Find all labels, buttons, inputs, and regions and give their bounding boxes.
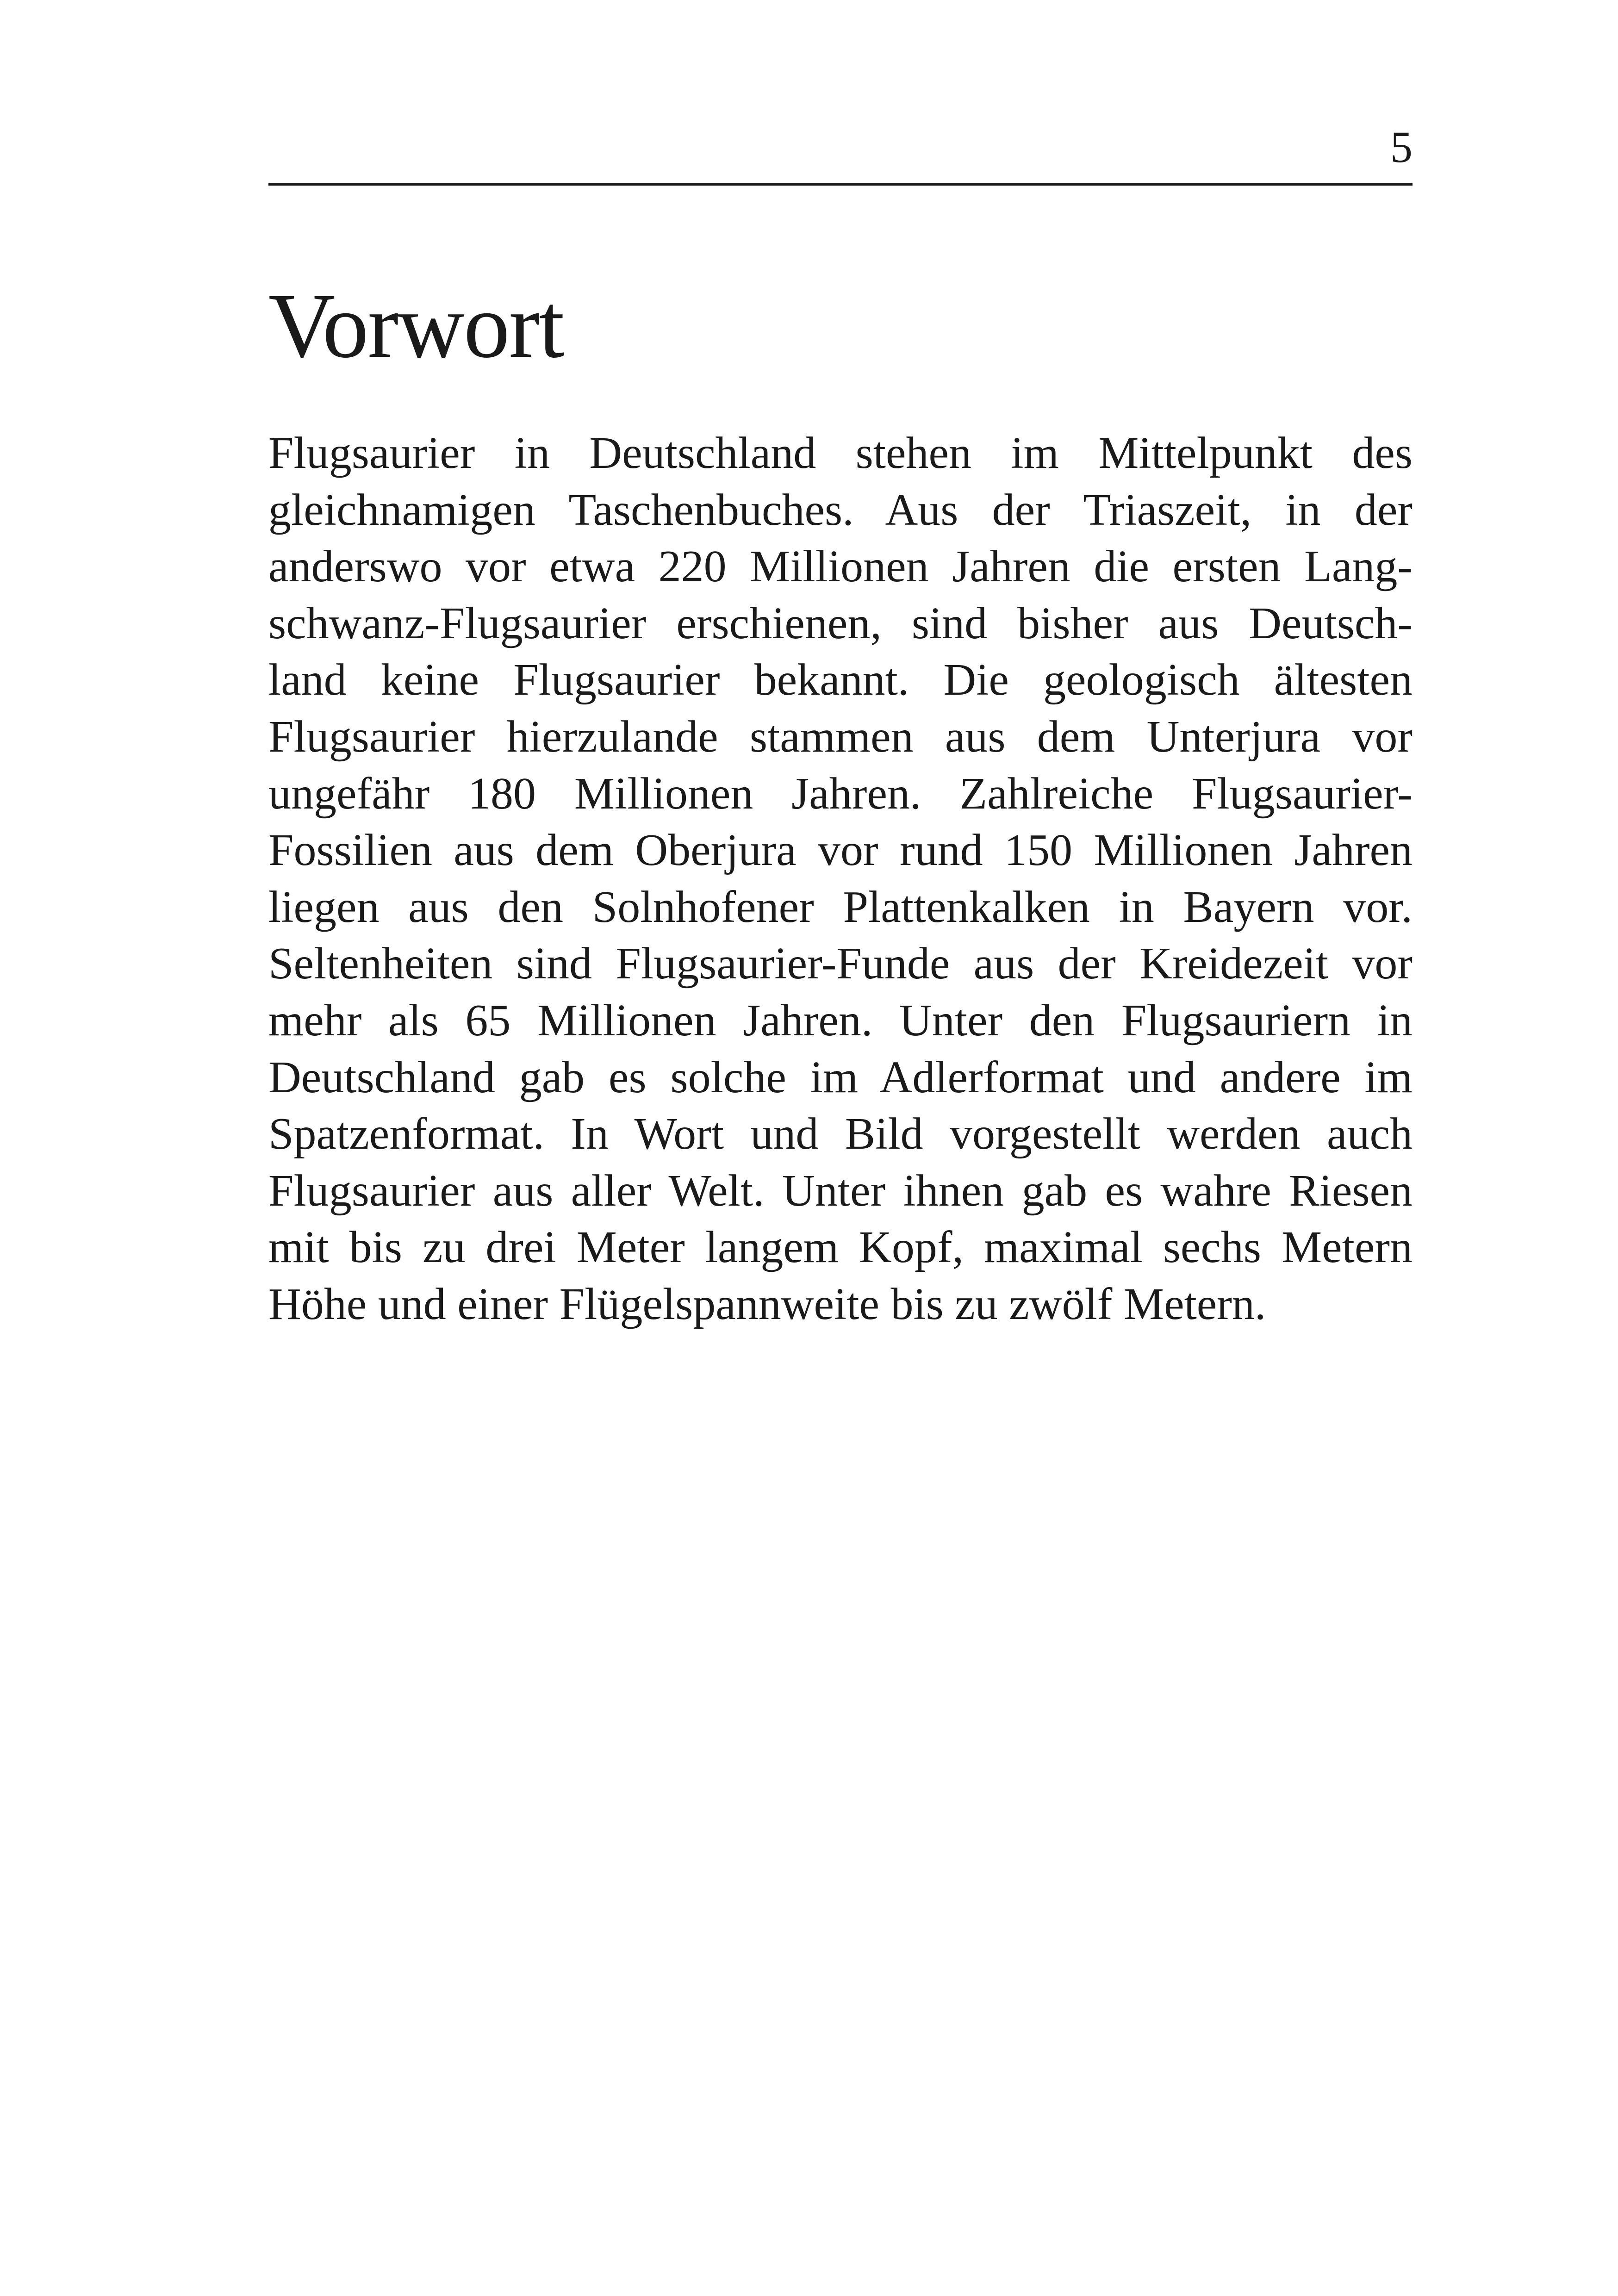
body-line: Deutschland gab es solche im Adlerformat und andere im [268, 1052, 1413, 1102]
body-line: land keine Flugsaurier bekannt. Die geologisch ältesten [268, 655, 1413, 705]
body-line: Flugsaurier aus aller Welt. Unter ihnen gab es wahre Riesen [268, 1165, 1413, 1216]
body-line: liegen aus den Solnhofener Plattenkalken in Bayern vor. [268, 882, 1413, 932]
body-line: mit bis zu drei Meter langem Kopf, maximal sechs Metern [268, 1222, 1413, 1273]
body-line: mehr als 65 Millionen Jahren. Unter den Flugsauriern in [268, 995, 1413, 1045]
chapter-title: Vorwort [268, 275, 564, 377]
body-line: Seltenheiten sind Flugsaurier-Funde aus der Kreidezeit vor [268, 939, 1413, 989]
header-rule [268, 183, 1413, 186]
body-line: Fossilien aus dem Oberjura vor rund 150 Millionen Jahren [268, 825, 1413, 876]
body-line: Höhe und einer Flügelspannweite bis zu zwölf Metern. [268, 1279, 1266, 1329]
body-line: Spatzenformat. In Wort und Bild vorgestellt werden auch [268, 1109, 1413, 1159]
page-number: 5 [1390, 122, 1413, 172]
body-line: Flugsaurier in Deutschland stehen im Mittelpunkt des [268, 428, 1413, 478]
body-line: Flugsaurier hierzulande stammen aus dem Unterjura vor [268, 711, 1413, 762]
body-line: anderswo vor etwa 220 Millionen Jahren die ersten Lang- [268, 541, 1413, 592]
body-line: ungefähr 180 Millionen Jahren. Zahlreiche Flugsaurier- [268, 768, 1413, 819]
body-line: gleichnamigen Taschenbuches. Aus der Triaszeit, in der [268, 485, 1413, 535]
body-paragraph [268, 425, 1413, 1333]
body-line: schwanz-Flugsaurier erschienen, sind bisher aus Deutsch- [268, 598, 1413, 648]
